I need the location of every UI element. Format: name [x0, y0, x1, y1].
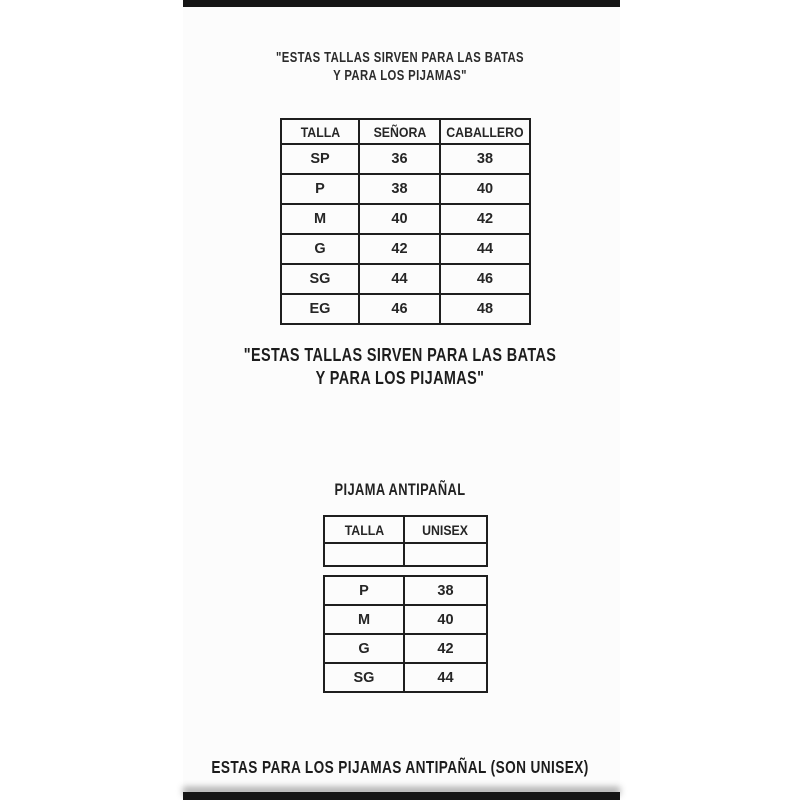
size-value-cell: 42: [359, 234, 440, 264]
size-value-cell: 44: [359, 264, 440, 294]
size-value-cell: 40: [440, 174, 530, 204]
photo-edge-bar-bottom: [183, 792, 620, 800]
size-value-cell: 48: [440, 294, 530, 324]
size-value-cell: 40: [359, 204, 440, 234]
size-value-cell: 40: [404, 605, 487, 634]
column-header-label: UNISEX: [422, 521, 469, 538]
size-value-cell: 46: [359, 294, 440, 324]
antipanal-footer-note: ESTAS PARA LOS PIJAMAS ANTIPAÑAL (SON UNISEX): [211, 757, 589, 777]
size-value-cell: 38: [404, 576, 487, 605]
column-header-caballero: [440, 119, 530, 144]
size-code-cell: P: [281, 174, 359, 204]
size-value-cell: 38: [440, 144, 530, 174]
size-code-cell: P: [324, 576, 404, 605]
quote-line-1: "ESTAS TALLAS SIRVEN PARA LAS BATAS: [276, 50, 524, 66]
table-header-row: [324, 516, 487, 543]
table-row: [281, 294, 530, 324]
table-row: [281, 264, 530, 294]
column-header-label: TALLA: [344, 521, 384, 538]
column-header-senora: [359, 119, 440, 144]
antipanal-size-table-header: [323, 515, 488, 567]
table-row: [324, 605, 487, 634]
size-value-cell: 44: [404, 663, 487, 692]
column-header-label: TALLA: [300, 123, 340, 140]
table-row: [281, 144, 530, 174]
note-batas-pijamas-top: [88, 49, 712, 85]
size-code-cell: SG: [281, 264, 359, 294]
size-code-cell: M: [281, 204, 359, 234]
size-value-cell: 42: [404, 634, 487, 663]
note-batas-pijamas-middle: [88, 344, 712, 389]
table-header-row: [281, 119, 530, 144]
size-code-cell: SP: [281, 144, 359, 174]
size-code-cell: G: [281, 234, 359, 264]
quote-line-2: Y PARA LOS PIJAMAS": [333, 68, 467, 84]
table-row: [281, 174, 530, 204]
size-value-cell: 46: [440, 264, 530, 294]
column-header-talla: [281, 119, 359, 144]
size-code-cell: G: [324, 634, 404, 663]
size-value-cell: 42: [440, 204, 530, 234]
quote-line-2: Y PARA LOS PIJAMAS": [315, 366, 485, 388]
size-code-cell: M: [324, 605, 404, 634]
column-header-talla: [324, 516, 404, 543]
empty-cell: [324, 543, 404, 566]
table-row: [281, 204, 530, 234]
table-row: [324, 663, 487, 692]
column-header-unisex: [404, 516, 487, 543]
column-header-label: CABALLERO: [446, 123, 524, 140]
empty-cell: [404, 543, 487, 566]
column-header-label: SEÑORA: [373, 123, 426, 140]
size-value-cell: 36: [359, 144, 440, 174]
size-value-cell: 44: [440, 234, 530, 264]
size-value-cell: 38: [359, 174, 440, 204]
antipanal-size-table-body: [323, 575, 488, 693]
batas-size-table: [280, 118, 531, 325]
table-row: [324, 634, 487, 663]
pijama-antipanal-heading: PIJAMA ANTIPAÑAL: [334, 481, 466, 499]
quote-line-1: "ESTAS TALLAS SIRVEN PARA LAS BATAS: [243, 344, 557, 365]
size-code-cell: EG: [281, 294, 359, 324]
table-row: [324, 576, 487, 605]
table-row: [281, 234, 530, 264]
photo-edge-bar-top: [183, 0, 620, 7]
size-code-cell: SG: [324, 663, 404, 692]
empty-table-row: [324, 543, 487, 566]
